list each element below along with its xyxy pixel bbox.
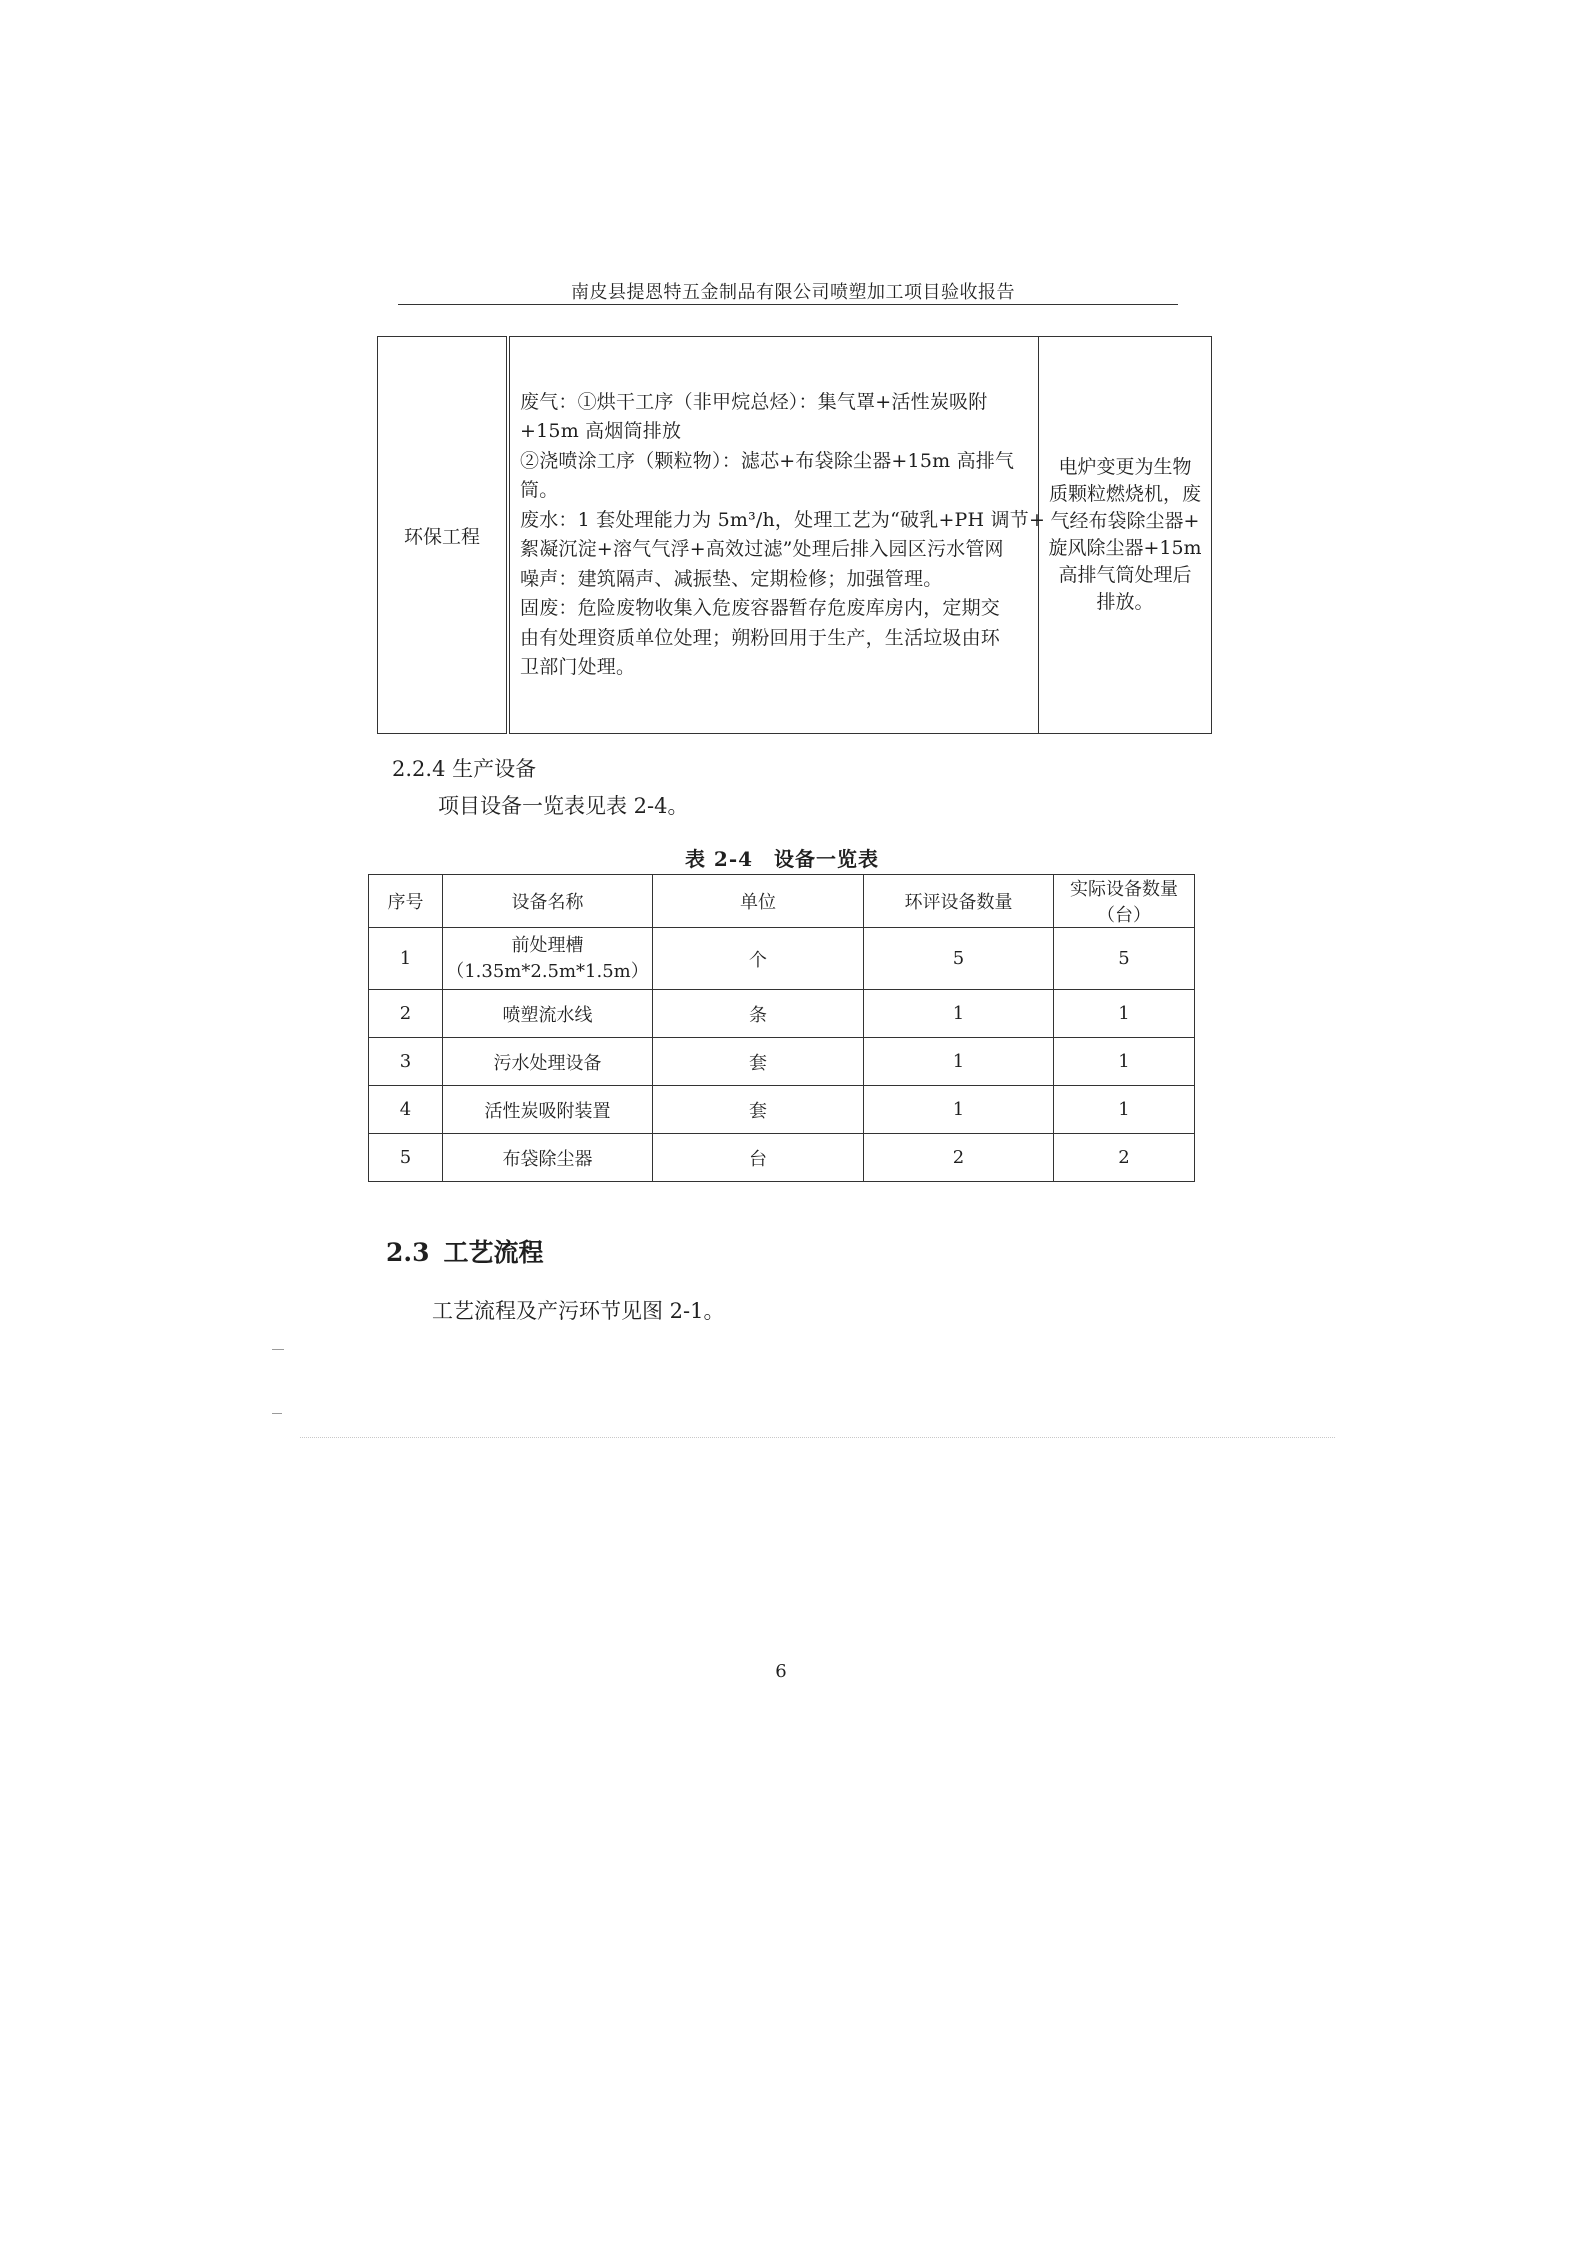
env-content-line: 由有处理资质单位处理；朔粉回用于生产，生活垃圾由环 (520, 626, 1001, 649)
cell-unit: 个 (653, 928, 864, 990)
env-protection-row (378, 337, 1212, 734)
table-row (369, 1086, 1195, 1134)
cell-no: 4 (369, 1086, 443, 1134)
header-rule (398, 304, 1178, 305)
section-number: 2.3 (386, 1238, 430, 1267)
section-paragraph-2-3: 工艺流程及产污环节见图 2-1。 (432, 1299, 725, 1323)
env-change-line: 高排气筒处理后 (1058, 564, 1192, 586)
cell-name-line: 前处理槽 (511, 934, 584, 956)
scan-artifact-mark (272, 1349, 284, 1350)
env-content-cell (508, 337, 1046, 734)
cell-name: 喷塑流水线 (443, 990, 653, 1038)
env-protection-table (377, 336, 1212, 734)
equipment-table-header-row (369, 875, 1195, 928)
equipment-table (368, 874, 1195, 1182)
section-heading-2-3 (386, 1233, 544, 1269)
cell-no: 3 (369, 1038, 443, 1086)
column-header-actual-qty: 实际设备数量（台） (1054, 875, 1195, 928)
cell-eia-qty: 2 (864, 1134, 1054, 1182)
section-heading-2-2-4: 2.2.4 生产设备 (392, 757, 537, 781)
table-row (369, 1134, 1195, 1182)
cell-unit: 条 (653, 990, 864, 1038)
env-change-line: 旋风除尘器+15m (1048, 537, 1202, 559)
env-change-cell (1039, 337, 1212, 734)
page-header-title: 南皮县提恩特五金制品有限公司喷塑加工项目验收报告 (571, 282, 1015, 303)
scan-artifact-dotted-line (300, 1437, 1335, 1438)
env-content-line: 废气：①烘干工序（非甲烷总烃）：集气罩+活性炭吸附 (520, 390, 988, 413)
env-content-line: +15m 高烟筒排放 (520, 420, 682, 442)
cell-name: 布袋除尘器 (443, 1134, 653, 1182)
cell-eia-qty: 1 (864, 1038, 1054, 1086)
env-content-line: 废水：1 套处理能力为 5m³/h，处理工艺为“破乳+PH 调节+ (520, 508, 1046, 531)
cell-name-spec: （1.35m*2.5m*1.5m） (446, 960, 649, 982)
env-content-line: ②浇喷涂工序（颗粒物）：滤芯+布袋除尘器+15m 高排气 (520, 449, 1015, 472)
cell-eia-qty: 1 (864, 990, 1054, 1038)
env-content-line: 噪声：建筑隔声、减振垫、定期检修；加强管理。 (520, 567, 943, 590)
cell-name: 污水处理设备 (443, 1038, 653, 1086)
env-content-line: 筒。 (520, 479, 559, 501)
cell-eia-qty: 5 (864, 928, 1054, 990)
cell-name (443, 928, 653, 990)
table-row (369, 990, 1195, 1038)
equipment-table-caption: 表 2-4 设备一览表 (684, 847, 880, 871)
env-change-line: 排放。 (1096, 591, 1154, 613)
env-content-line: 固废：危险废物收集入危废容器暂存危废库房内，定期交 (520, 597, 1001, 619)
cell-unit: 套 (653, 1038, 864, 1086)
table-row (369, 1038, 1195, 1086)
column-header-no: 序号 (369, 875, 443, 928)
cell-unit: 台 (653, 1134, 864, 1182)
section-title: 工艺流程 (443, 1238, 544, 1267)
cell-eia-qty: 1 (864, 1086, 1054, 1134)
cell-name: 活性炭吸附装置 (443, 1086, 653, 1134)
column-header-name: 设备名称 (443, 875, 653, 928)
env-category-cell: 环保工程 (378, 337, 509, 734)
env-change-line: 电炉变更为生物 (1058, 456, 1192, 478)
cell-unit: 套 (653, 1086, 864, 1134)
env-content-line: 絮凝沉淀+溶气气浮+高效过滤”处理后排入园区污水管网 (520, 538, 1004, 560)
table-row (369, 928, 1195, 990)
cell-actual-qty: 2 (1054, 1134, 1195, 1182)
env-change-line: 气经布袋除尘器+ (1050, 510, 1200, 532)
page-number: 6 (775, 1661, 787, 1682)
env-content-line: 卫部门处理。 (520, 656, 636, 678)
cell-actual-qty: 1 (1054, 1086, 1195, 1134)
cell-actual-qty: 5 (1054, 928, 1195, 990)
cell-no: 1 (369, 928, 443, 990)
cell-actual-qty: 1 (1054, 990, 1195, 1038)
column-header-eia-qty: 环评设备数量 (864, 875, 1054, 928)
scan-artifact-mark (272, 1413, 282, 1414)
column-header-unit: 单位 (653, 875, 864, 928)
cell-no: 2 (369, 990, 443, 1038)
env-change-line: 质颗粒燃烧机，废 (1048, 483, 1201, 505)
cell-actual-qty: 1 (1054, 1038, 1195, 1086)
section-paragraph-2-2-4: 项目设备一览表见表 2-4。 (438, 794, 689, 818)
cell-no: 5 (369, 1134, 443, 1182)
